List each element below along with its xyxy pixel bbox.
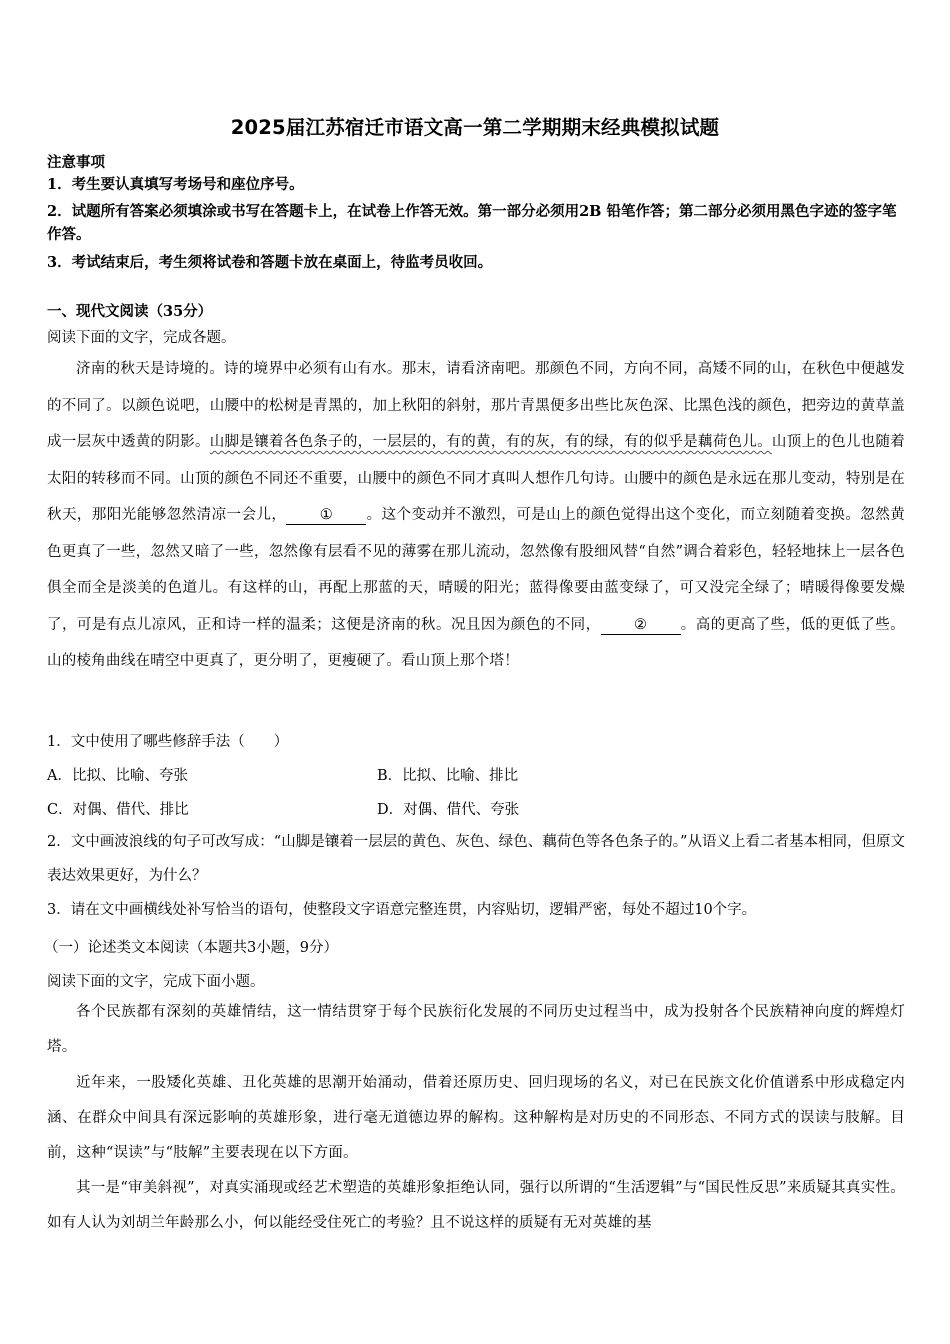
question-1-stem: 1．文中使用了哪些修辞手法（ ）	[47, 734, 289, 750]
notice-item-1: 1．考生要认真填写考场号和座位序号。	[47, 176, 304, 193]
question-1-option-c: C．对偶、借代、排比	[47, 802, 189, 818]
page-title: 2025届江苏宿迁市语文高一第二学期期末经典模拟试题	[230, 116, 720, 139]
question-2: 2．文中画波浪线的句子可改写成：“山脚是镶着一层层的黄色、灰色、绿色、藕荷色等各色条子的。”从语义上看二者基本相同，但原文表达效果更好，为什么？	[47, 834, 905, 884]
essay-paragraph-1: 各个民族都有深刻的英雄情结，这一情结贯穿于每个民族衍化发展的不同历史过程当中，成为投射各个民族精神向度的辉煌灯塔。	[47, 1004, 905, 1055]
notice-item-2: 2．试题所有答案必须填涂或书写在答题卡上，在试卷上作答无效。第一部分必须用2B 铅笔作答；第二部分必须用黑色字迹的签字笔作答。	[47, 203, 897, 243]
section-2-heading: （一）论述类文本阅读（本题共3小题，9分）	[44, 940, 338, 956]
question-1-option-d: D．对偶、借代、夸张	[377, 802, 520, 818]
question-1-option-b: B．比拟、比喻、排比	[377, 768, 519, 784]
section-1-instruction: 阅读下面的文字，完成各题。	[47, 330, 236, 346]
wavy-underlined-sentence: 山脚是镶着各色条子的，一层层的，有的黄，有的灰，有的绿，有的似乎是藕荷色儿。	[209, 434, 772, 450]
notice-heading: 注意事项	[47, 154, 105, 171]
section-2-instruction: 阅读下面的文字，完成下面小题。	[47, 974, 265, 990]
blank-1: ①	[286, 507, 366, 525]
passage-part-4: 。高的更高了些，低的更低了些。山的棱角曲线在晴空中更真了，更分明了，更瘦硬了。看山顶上那个塔！	[47, 616, 906, 669]
essay-paragraph-3: 其一是“审美斜视”，对真实涌现或经艺术塑造的英雄形象拒绝认同，强行以所谓的“生活逻辑”与“国民性反思”来质疑其真实性。如有人认为刘胡兰年龄那么小，何以能经受住死亡的考验？且不说这样的质疑有无对英雄的基	[47, 1180, 905, 1231]
blank-2: ②	[601, 617, 681, 635]
passage-part-2: 山顶上的色儿也随着太阳的转移而不同。山顶的颜色不同还不重要，山腰中的颜色不同才真叫人想作几句诗。山腰中的颜色是永远在那儿变动，特别是在秋天，那阳光能够忽然清凉一会儿，	[47, 434, 906, 523]
reading-passage	[47, 351, 905, 680]
section-1-heading: 一、现代文阅读（35分）	[47, 303, 213, 320]
question-1-option-a: A．比拟、比喻、夸张	[47, 768, 188, 784]
essay-paragraph-2: 近年来，一股矮化英雄、丑化英雄的思潮开始涌动，借着还原历史、回归现场的名义，对已在民族文化价值谱系中形成稳定内涵、在群众中间具有深远影响的英雄形象，进行毫无道德边界的解构。这种解构是对历史的不同形态、不同方式的误读与肢解。目前，这种“误读”与“肢解”主要表现在以下方面。	[47, 1075, 905, 1161]
notice-item-3: 3．考试结束后，考生须将试卷和答题卡放在桌面上，待监考员收回。	[47, 254, 493, 271]
passage-part-3: 。这个变动并不激烈，可是山上的颜色觉得出这个变化，而立刻随着变换。忽然黄色更真了一些，忽然又暗了一些，忽然像有层看不见的薄雾在那儿流动，忽然像有股细风替“自然”调合着彩色，轻轻地抹上一层各色俱全而全是淡美的色道儿。有这样的山，再配上那蓝的天，晴暖的阳光；蓝得像要由蓝变绿了，可又没完全绿了；晴暖得像要发燥了，可是有点儿凉风，正和诗一样的温柔；这便是济南的秋。况且因为颜色的不同，	[47, 507, 906, 633]
question-3: 3．请在文中画横线处补写恰当的语句，使整段文字语意完整连贯，内容贴切，逻辑严密，每处不超过10个字。	[47, 902, 757, 918]
passage-part-1: 济南的秋天是诗境的。诗的境界中必须有山有水。那末，请看济南吧。那颜色不同，方向不同，高矮不同的山，在秋色中便越发的不同了。以颜色说吧，山腰中的松树是青黑的，加上秋阳的斜射，那片青黑便多出些比灰色深、比黑色浅的颜色，把旁边的黄草盖成一层灰中透黄的阴影。	[47, 361, 905, 450]
